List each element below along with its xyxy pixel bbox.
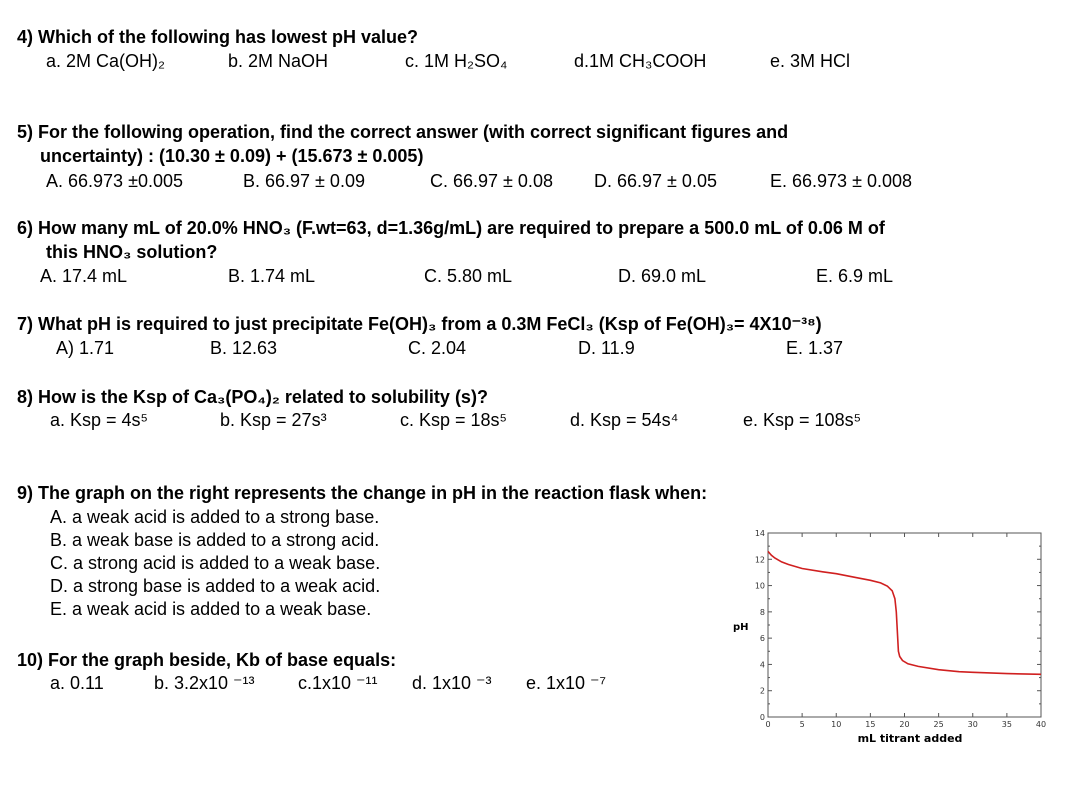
q8-option-c: c. Ksp = 18s⁵ [400, 410, 508, 430]
x-axis-label: mL titrant added [857, 732, 963, 745]
q4-option-b: b. 2M NaOH [228, 51, 329, 71]
q9-option-e: E. a weak acid is added to a weak base. [50, 599, 372, 619]
x-tick-label: 25 [933, 720, 944, 729]
q7-option-b: B. 12.63 [210, 338, 278, 358]
y-tick-label: 4 [759, 660, 765, 670]
q5-option-d: D. 66.97 ± 0.05 [594, 171, 717, 191]
plot-frame [768, 533, 1041, 717]
x-tick-label: 30 [967, 720, 978, 729]
y-axis-label: pH [733, 622, 749, 633]
q5-option-e: E. 66.973 ± 0.008 [770, 171, 912, 191]
y-tick-label: 6 [759, 634, 765, 644]
q6-option-a: A. 17.4 mL [40, 266, 128, 286]
q6-option-b: B. 1.74 mL [228, 266, 316, 286]
y-tick-label: 8 [759, 607, 765, 617]
x-tick-label: 5 [799, 720, 805, 729]
question-5-cont: uncertainty) : (10.30 ± 0.09) + (15.673 ± 0.005) [40, 146, 424, 166]
q7-option-c: C. 2.04 [408, 338, 467, 358]
q6-option-d: D. 69.0 mL [618, 266, 707, 286]
q10-option-b: b. 3.2x10 ⁻¹³ [154, 673, 255, 693]
q9-option-b: B. a weak base is added to a strong acid. [50, 530, 380, 550]
q10-option-c: c.1x10 ⁻¹¹ [298, 673, 378, 693]
question-7: 7) What pH is required to just precipitate Fe(OH)₃ from a 0.3M FeCl₃ (Ksp of Fe(OH)₃= 4X10⁻³⁸) [17, 314, 822, 334]
question-5: 5) For the following operation, find the correct answer (with correct significant figures and [17, 122, 789, 142]
x-tick-label: 0 [765, 720, 771, 729]
q9-option-c: C. a strong acid is added to a weak base. [50, 553, 381, 573]
q4-option-a: a. 2M Ca(OH)₂ [46, 51, 166, 71]
q7-option-e: E. 1.37 [786, 338, 844, 358]
q4-option-c: c. 1M H₂SO₄ [405, 51, 508, 71]
q10-option-d: d. 1x10 ⁻³ [412, 673, 492, 693]
titration-chart [720, 520, 1060, 750]
question-6-cont: this HNO₃ solution? [46, 242, 218, 262]
y-tick-label: 10 [754, 581, 765, 591]
q6-option-c: C. 5.80 mL [424, 266, 513, 286]
question-4: 4) Which of the following has lowest pH value? [17, 27, 419, 47]
q8-option-d: d. Ksp = 54s⁴ [570, 410, 679, 430]
x-tick-label: 15 [865, 720, 876, 729]
q8-option-a: a. Ksp = 4s⁵ [50, 410, 149, 430]
q7-option-a: A) 1.71 [56, 338, 115, 358]
question-6: 6) How many mL of 20.0% HNO₃ (F.wt=63, d=1.36g/mL) are required to prepare a 500.0 mL of 0.06 M of [17, 218, 885, 238]
question-9: 9) The graph on the right represents the change in pH in the reaction flask when: [17, 483, 708, 503]
y-tick-label: 12 [754, 555, 765, 565]
q8-option-b: b. Ksp = 27s³ [220, 410, 327, 430]
x-tick-label: 40 [1035, 720, 1047, 729]
y-tick-label: 0 [759, 713, 765, 722]
q10-option-e: e. 1x10 ⁻⁷ [526, 673, 607, 693]
q6-option-e: E. 6.9 mL [816, 266, 894, 286]
q10-option-a: a. 0.11 [50, 673, 104, 693]
q8-option-e: e. Ksp = 108s⁵ [743, 410, 862, 430]
ph-curve [768, 551, 1041, 674]
q5-option-a: A. 66.973 ±0.005 [46, 171, 183, 191]
q5-option-c: C. 66.97 ± 0.08 [430, 171, 553, 191]
x-tick-label: 20 [899, 720, 910, 729]
q5-option-b: B. 66.97 ± 0.09 [243, 171, 365, 191]
q9-option-a: A. a weak acid is added to a strong base. [50, 507, 380, 527]
q4-option-d: d.1M CH₃COOH [574, 51, 707, 71]
x-tick-label: 35 [1001, 720, 1012, 729]
y-tick-label: 14 [754, 529, 765, 538]
q7-option-d: D. 11.9 [578, 338, 635, 358]
question-10: 10) For the graph beside, Kb of base equals: [17, 650, 397, 670]
q4-option-e: e. 3M HCl [770, 51, 851, 71]
question-8: 8) How is the Ksp of Ca₃(PO₄)₂ related to solubility (s)? [17, 387, 488, 407]
q9-option-d: D. a strong base is added to a weak acid. [50, 576, 381, 596]
y-tick-label: 2 [759, 686, 765, 696]
x-tick-label: 10 [831, 720, 842, 729]
